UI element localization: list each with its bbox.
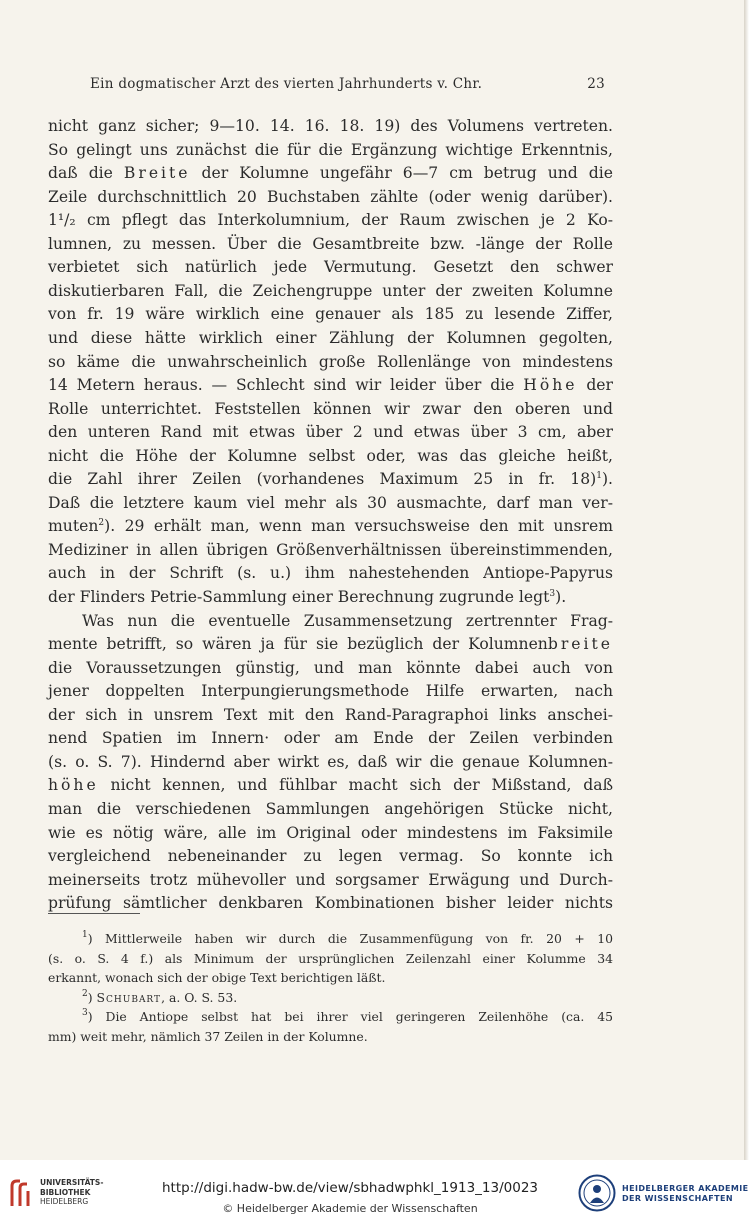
text-run: mente betrifft, so wären ja für sie bezüglich der Kolumnen [48, 635, 548, 654]
text-run: so käme die unwahrscheinlich große Rollenlänge von mindestens [48, 352, 613, 371]
text-line [48, 232, 613, 256]
text-run: und diese hätte wirklich einer Zählung der Kolumnen gegolten, [48, 328, 613, 347]
text-line [48, 420, 613, 444]
text-line [48, 255, 613, 279]
text-run: lumnen, zu messen. Über die Gesamtbreite bzw. -länge der Rolle [48, 234, 613, 253]
text-run: der sich in unsrem Text mit den Rand-Paragraphoi links anschei- [48, 705, 613, 724]
running-header [90, 76, 605, 96]
text-run: nicht ganz sicher; 9—10. 14. 16. 18. 19) des Volumens vertreten. [48, 117, 613, 135]
text-line [48, 491, 613, 515]
text-line [48, 444, 613, 468]
footnote-marker: 2 [98, 518, 105, 529]
spaced-emphasis: Breite [123, 164, 191, 183]
text-line [48, 679, 613, 703]
text-run: Rolle unterrichtet. Feststellen können wir zwar den oberen und [48, 399, 613, 418]
text-line [48, 656, 613, 680]
text-run: daß die [48, 164, 124, 183]
text-run: nicht die Höhe der Kolumne selbst oder, was das gleiche heißt, [48, 446, 613, 465]
spaced-emphasis: höhe [48, 776, 99, 795]
text-run: der Kolumne ungefähr 6—7 cm betrug und die [190, 164, 613, 183]
text-run: (s. o. S. 4 f.) als Minimum der ursprünglichen Zeilenzahl einer Kolumme 34 [48, 951, 613, 966]
text-run: ). [601, 470, 613, 489]
text-line [48, 773, 613, 797]
footer-bar [0, 1160, 749, 1222]
text-line [48, 750, 613, 774]
text-line [48, 208, 613, 232]
text-run: verbietet sich natürlich jede Vermutung. Gesetzt den schwer [48, 258, 613, 277]
text-line [48, 585, 613, 609]
text-run: jener doppelten Interpungierungsmethode Hilfe erwarten, nach [48, 682, 613, 701]
text-run: erkannt, wonach sich der obige Text berichtigen läßt. [48, 970, 386, 985]
text-line [48, 161, 613, 185]
footnote-line [48, 989, 613, 1007]
text-line [48, 373, 613, 397]
running-title: Ein dogmatischer Arzt des vierten Jahrhunderts v. Chr. [90, 76, 483, 92]
text-run: mm) weit mehr, nämlich 37 Zeilen in der Kolumne. [48, 1029, 368, 1044]
text-run: vergleichend nebeneinander zu legen vermag. So konnte ich [48, 847, 613, 866]
text-line [48, 538, 613, 562]
text-run: der [577, 376, 613, 395]
text-run: meinerseits trotz mühevoller und sorgsamer Erwägung und Durch- [48, 870, 613, 889]
copyright-notice: © Heidelberger Akademie der Wissenschaften [222, 1202, 478, 1215]
text-run: nicht kennen, und fühlbar macht sich der Mißstand, daß [98, 776, 613, 795]
text-line [48, 609, 613, 633]
text-line [48, 514, 613, 538]
text-run: prüfung sämtlicher denkbaren Kombinationen bisher leider nichts [48, 894, 613, 913]
text-run: ) [87, 990, 97, 1005]
page-edge-shadow [744, 0, 749, 1160]
text-run: (s. o. S. 7). Hindernd aber wirkt es, daß wir die genaue Kolumnen- [48, 752, 613, 771]
footnote-marker: 3 [82, 1008, 88, 1018]
university-library-logo-icon [8, 1178, 36, 1208]
text-line [48, 821, 613, 845]
spaced-emphasis: Höhe [523, 376, 578, 395]
text-line [48, 891, 613, 915]
text-run: die Zahl ihrer Zeilen (vorhandenes Maximum 25 in fr. 18) [48, 470, 597, 489]
text-run: wie es nötig wäre, alle im Original oder mindestens im Faksimile [48, 823, 613, 842]
text-run: , a. O. S. 53. [161, 990, 238, 1005]
small-caps-name: Schubart [96, 990, 162, 1005]
text-run: Mediziner in allen übrigen Größenverhältnissen übereinstimmenden, [48, 540, 613, 559]
footnote-line [48, 1008, 613, 1026]
text-run: ) Mittlerweile haben wir durch die Zusammenfügung von fr. 20 + 10 [87, 931, 613, 946]
footnote-marker: 3 [549, 589, 556, 599]
footnote-line [48, 950, 613, 968]
text-run: muten [48, 517, 99, 536]
text-line [48, 326, 613, 350]
text-run: 14 Metern heraus. — Schlecht sind wir leider über die [48, 376, 524, 395]
text-line [48, 561, 613, 585]
footnote-rule [48, 913, 140, 914]
text-line [48, 114, 613, 138]
page-number: 23 [587, 76, 605, 92]
text-run: die Voraussetzungen günstig, und man könnte dabei auch von [48, 658, 613, 677]
academy-seal-icon [578, 1174, 616, 1212]
academy-name: HEIDELBERGER AKADEMIE DER WISSENSCHAFTEN [622, 1184, 749, 1203]
text-line [48, 703, 613, 727]
text-run: ). 29 erhält man, wenn man versuchsweise den mit unsrem [104, 517, 613, 536]
text-run: nend Spatien im Innern· oder am Ende der Zeilen verbinden [48, 729, 613, 748]
text-run: auch in der Schrift (s. u.) ihm nahestehenden Antiope-Papyrus [48, 564, 613, 583]
footnote-line [48, 1028, 613, 1046]
text-run: So gelingt uns zunächst die für die Ergänzung wichtige Erkenntnis, [48, 140, 613, 159]
text-run: Was nun die eventuelle Zusammensetzung zertrennter Frag- [82, 611, 613, 630]
permalink-url[interactable]: http://digi.hadw-bw.de/view/sbhadwphkl_1913_13/0023 [162, 1180, 538, 1196]
text-line [48, 797, 613, 821]
spaced-emphasis: breite [547, 635, 613, 654]
text-run: der Flinders Petrie-Sammlung einer Berechnung zugrunde legt [48, 588, 550, 606]
text-run: Daß die letztere kaum viel mehr als 30 ausmachte, darf man ver- [48, 493, 613, 512]
university-library-name: UNIVERSITÄTS- BIBLIOTHEK HEIDELBERG [40, 1178, 104, 1206]
text-line [48, 185, 613, 209]
text-line [48, 844, 613, 868]
text-run: ) Die Antiope selbst hat bei ihrer viel geringeren Zeilenhöhe (ca. 45 [87, 1009, 613, 1024]
text-line [48, 467, 613, 491]
footnote-marker: 1 [82, 930, 88, 940]
text-line [48, 397, 613, 421]
text-run: diskutierbaren Fall, die Zeichengruppe unter der zweiten Kolumne [48, 281, 613, 300]
text-run: Zeile durchschnittlich 20 Buchstaben zählte (oder wenig darüber). [48, 187, 613, 206]
text-line [48, 868, 613, 892]
text-run: man die verschiedenen Sammlungen angehörigen Stücke nicht, [48, 799, 613, 818]
text-run: den unteren Rand mit etwas über 2 und etwas über 3 cm, aber [48, 423, 613, 442]
text-line [48, 350, 613, 374]
text-line [48, 632, 613, 656]
footnote-line [48, 969, 613, 987]
text-run: von fr. 19 wäre wirklich eine genauer als 185 zu lesende Ziffer, [48, 305, 613, 324]
text-run: 1¹/₂ cm pflegt das Interkolumnium, der Raum zwischen je 2 Ko- [48, 211, 613, 230]
text-run: ). [555, 588, 567, 606]
text-line [48, 279, 613, 303]
text-line [48, 726, 613, 750]
text-line [48, 138, 613, 162]
text-line [48, 302, 613, 326]
footnote-marker: 2 [82, 989, 88, 999]
footnote-marker: 1 [596, 471, 602, 482]
footnote-line [48, 930, 613, 948]
